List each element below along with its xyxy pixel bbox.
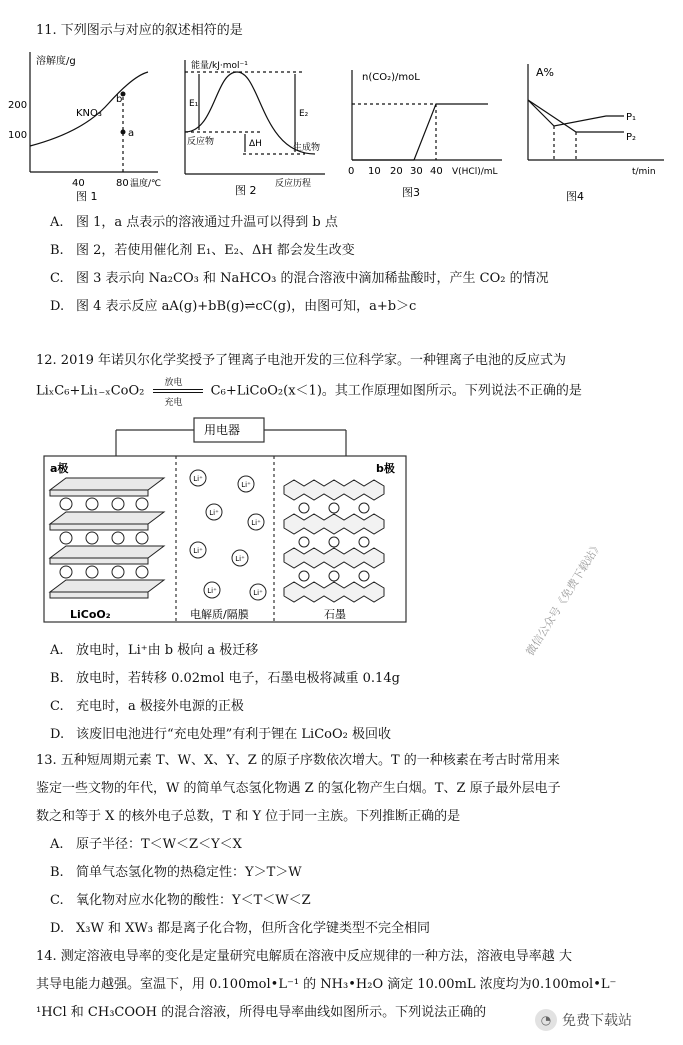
fig4-caption: 图4 [566,190,584,203]
fig4-ylabel: A% [536,66,554,79]
logo-text: 免费下载站 [562,1013,632,1029]
fig2-caption: 图 2 [235,184,257,197]
li-ion-label: Li⁺ [209,509,219,517]
watermark-text: 微信公众号《免费下载站》 [523,539,605,658]
fig3-tick-40: 40 [430,166,443,177]
q12-reaction-arrow: 放电 充电 [153,382,203,400]
q13-line-2: 鉴定一些文物的年代，W 的简单气态氢化物遇 Z 的氢化物产生白烟。T、Z 原子最外层电子 [36,781,561,796]
fig3-tick-30: 30 [410,166,423,177]
fig3-xlabel: V(HCl)/mL [452,167,498,177]
fig3-caption: 图3 [402,186,420,199]
li-ion-label: Li⁺ [193,475,203,483]
fig2-e1: E₁ [189,99,199,109]
q11-option-b: B. 图 2，若使用催化剂 E₁、E₂、ΔH 都会发生改变 [50,243,355,258]
licoo2-ions [60,498,148,578]
electrolyte-label: 电解质/隔膜 [190,608,249,621]
a-pole-label: a极 [50,462,69,475]
fig1-b-label: b [116,94,123,105]
fig2-xlabel: 反应历程 [275,179,312,189]
q14-line-1: 14. 测定溶液电导率的变化是定量研究电解质在溶液中反应规律的一种方法，溶液电导率越 大 [36,949,572,964]
li-ion-label: Li⁺ [253,589,263,597]
q13-option-b: B. 简单气态氢化物的热稳定性：Y＞T＞W [50,865,302,880]
fig1-curve-label: KNO₃ [76,108,102,119]
fig4-xlabel: t/min [632,167,656,177]
q11-stem: 11. 下列图示与对应的叙述相符的是 [36,23,243,38]
q12-option-c: C. 充电时，a 极接外电源的正极 [50,699,244,714]
electrolyte-ions [190,470,266,600]
q13-option-a: A. 原子半径：T＜W＜Z＜Y＜X [50,837,242,852]
fig2-product: 生成物 [293,143,321,153]
fig4-p2: P₂ [626,132,637,143]
fig3-ylabel: n(CO₂)/moL [362,72,420,83]
q11-figure-4 [514,60,674,206]
b-pole-label: b极 [376,462,395,475]
q11-figure-1 [8,52,168,202]
fig2-ylabel: 能量/kJ·mol⁻¹ [191,61,248,71]
q11-option-c: C. 图 3 表示向 Na₂CO₃ 和 NaHCO₃ 的混合溶液中滴加稀盐酸时，产生 CO₂ 的情况 [50,271,549,286]
q11-figure-3 [340,66,510,202]
fig2-e2: E₂ [299,109,309,119]
fig1-tick-80: 80 [116,178,129,189]
q13-option-c: C. 氧化物对应水化物的酸性：Y＜T＜W＜Z [50,893,311,908]
q12-equation [36,378,582,408]
q11-option-a: A. 图 1，a 点表示的溶液通过升温可以得到 b 点 [50,215,338,230]
fig3-tick-20: 20 [390,166,403,177]
logo-icon: ◔ [535,1009,557,1031]
q11-figure-2 [175,56,335,198]
q12-formula-left: LiₓC₆+Li₁₋ₓCoO₂ [36,383,145,399]
li-ion-label: Li⁺ [207,587,217,595]
fig1-xlabel: 温度/℃ [130,179,162,189]
q13-line-3: 数之和等于 X 的核外电子总数，T 和 Y 位于同一主族。下列推断正确的是 [36,809,461,824]
fig1-tick-200: 200 [8,100,28,111]
site-logo [535,1006,675,1034]
li-ion-label: Li⁺ [235,555,245,563]
li-ion-label: Li⁺ [241,481,251,489]
q13-line-1: 13. 五种短周期元素 T、W、X、Y、Z 的原子序数依次增大。T 的一种核素在考古时常用来 [36,753,560,768]
fig1-tick-40: 40 [72,178,85,189]
li-ion-label: Li⁺ [193,547,203,555]
fig3-tick-0: 0 [348,166,355,177]
fig1-a-label: a [128,128,135,139]
q11-option-d: D. 图 4 表示反应 aA(g)+bB(g)⇌cC(g)，由图可知，a+b＞c [50,299,417,314]
q12-option-d: D. 该废旧电池进行“充电处理”有利于锂在 LiCoO₂ 极回收 [50,727,391,742]
li-ion-label: Li⁺ [251,519,261,527]
device-label: 用电器 [204,423,241,437]
q12-line-1: 12. 2019 年诺贝尔化学奖授予了锂离子电池开发的三位科学家。一种锂离子电池的反应式为 [36,353,567,368]
point-a [121,130,126,135]
q14-line-2: 其导电能力越强。室温下，用 0.100mol•L⁻¹ 的 NH₃•H₂O 滴定 10.00mL 浓度均为0.100mol•L⁻ [36,977,617,992]
q12-option-b: B. 放电时，若转移 0.02mol 电子，石墨电极将减重 0.14g [50,671,400,686]
fig2-dh: ΔH [249,139,262,149]
graphite-label: 石墨 [324,608,346,621]
q14-line-3: ¹HCl 和 CH₃COOH 的混合溶液，所得电导率曲线如图所示。下列说法正确的 [36,1005,487,1020]
q12-formula-right: C₆+LiCoO₂(x＜1)。其工作原理如图所示。下列说法不正确的是 [210,383,582,399]
q13-option-d: D. X₃W 和 XW₃ 都是离子化合物，但所含化学键类型不完全相同 [50,921,431,936]
fig1-tick-100: 100 [8,130,28,141]
q12-battery-diagram [36,412,416,634]
fig3-tick-10: 10 [368,166,381,177]
fig4-p1: P₁ [626,112,637,123]
fig1-caption: 图 1 [76,190,98,202]
licoo2-label: LiCoO₂ [70,608,111,621]
fig2-reactant: 反应物 [187,137,215,147]
q12-option-a: A. 放电时，Li⁺由 b 极向 a 极迁移 [50,643,259,658]
fig1-ylabel: 溶解度/g [36,56,76,67]
